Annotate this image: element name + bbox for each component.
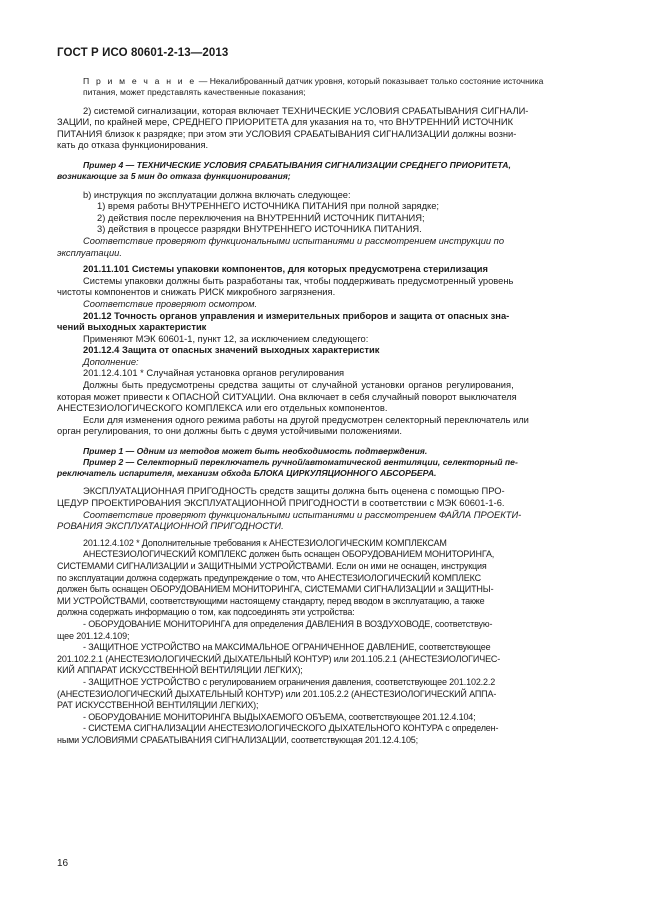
text-line: РОВАНИЯ ЭКСПЛУАТАЦИОННОЙ ПРИГОДНОСТИ.: [57, 521, 284, 532]
text-line: b) инструкция по эксплуатации должна включать следующее:: [83, 189, 351, 200]
text-line: которая может привести к ОПАСНОЙ СИТУАЦИИ. Она включает в себя случайный поворот выключателя: [57, 391, 517, 402]
text-line: 201.12.4.102 * Дополнительные требования к АНЕСТЕЗИОЛОГИЧЕСКИМ КОМПЛЕКСАМ: [83, 537, 447, 548]
compliance-text: [57, 510, 591, 522]
note-text-line: — Некалиброванный датчик уровня, который показывает только состояние источника: [196, 76, 544, 86]
list-item: 3) действия в процессе разрядки ВНУТРЕННЕГО ИСТОЧНИКА ПИТАНИЯ.: [97, 224, 422, 235]
item-2-paragraph-cont: [57, 117, 591, 152]
list-item: [57, 642, 591, 654]
text-line: - ЗАЩИТНОЕ УСТРОЙСТВО с регулированием ограничения давления, соответствующее 201.102.2.2: [83, 676, 496, 687]
list-item: [57, 723, 591, 735]
text-line: Системы упаковки должны быть разработаны так, чтобы поддерживать предусмотренный уровень: [83, 275, 514, 286]
section-heading-201-12-4: [57, 345, 591, 357]
example-2-cont: [57, 468, 591, 479]
text-line: 201.12 Точность органов управления и измерительных приборов и защита от опасных зна-: [83, 310, 510, 321]
text-line: ПИТАНИЯ близок к разрядке; при этом эти УСЛОВИЯ СРАБАТЫВАНИЯ СИГНАЛИЗАЦИИ должны возни-: [57, 128, 517, 139]
paragraph-cont: [57, 426, 591, 438]
list-item: 2) действия после переключения на ВНУТРЕННИЙ ИСТОЧНИК ПИТАНИЯ;: [97, 212, 425, 223]
text-line: Применяют МЭК 60601-1, пункт 12, за исключением следующего:: [83, 333, 369, 344]
text-line: реключатель испарителя, механизм обхода БЛОКА ЦИРКУЛЯЦИОННОГО АБСОРБЕРА.: [57, 467, 437, 478]
compliance-text: [57, 236, 591, 248]
paragraph-cont: [57, 498, 591, 510]
text-line: должен быть оснащен ОБОРУДОВАНИЕМ МОНИТОРИНГА, СИСТЕМАМИ СИГНАЛИЗАЦИИ и ЗАЩИТНЫ-: [57, 584, 494, 595]
text-line: возникающие за 5 мин до отказа функционирования;: [57, 170, 291, 181]
paragraph: [57, 549, 591, 561]
text-line: - ЗАЩИТНОЕ УСТРОЙСТВО на МАКСИМАЛЬНОЕ ОГРАНИЧЕННОЕ ДАВЛЕНИЕ, соответствующее: [83, 642, 491, 653]
list-item: [57, 677, 591, 689]
text-line: ЦЕДУР ПРОЕКТИРОВАНИЯ ЭКСПЛУАТАЦИОННОЙ ПРИГОДНОСТИ в соответствии с МЭК 60601-1-6.: [57, 498, 505, 509]
text-line: по эксплуатации должна содержать предупреждение о том, что АНЕСТЕЗИОЛОГИЧЕСКИЙ КОМПЛЕКС: [57, 572, 481, 583]
text-line: Соответствие проверяют функциональными испытаниями и рассмотрением инструкции по: [83, 235, 505, 246]
item-b-list: [57, 201, 591, 236]
text-line: чений выходных характеристик: [57, 322, 207, 333]
example-1: [57, 446, 591, 457]
paragraph: [57, 380, 591, 392]
subsection-heading: [57, 368, 591, 380]
example-4-cont: [57, 171, 591, 182]
paragraph: [57, 415, 591, 427]
addition-label: [57, 357, 591, 369]
text-line: должна содержать информацию о том, как подсоединять эти устройства:: [57, 607, 355, 618]
text-line: - ОБОРУДОВАНИЕ МОНИТОРИНГА для определения ДАВЛЕНИЯ В ВОЗДУХОВОДЕ, соответствую-: [83, 618, 493, 629]
text-line: щее 201.12.4.109;: [57, 630, 130, 641]
paragraph: [57, 334, 591, 346]
document-body: [57, 76, 591, 746]
section-heading-201-12-cont: [57, 322, 591, 334]
text-line: МИ УСТРОЙСТВАМИ, соответствующими настоящему стандарту, перед вводом в эксплуатацию, а также: [57, 595, 485, 606]
compliance-text: [57, 299, 591, 311]
example-2: [57, 457, 591, 468]
note-text-line: питания, может представлять качественные показания;: [83, 86, 306, 97]
list-item-cont: [57, 654, 591, 677]
text-line: АНЕСТЕЗИОЛОГИЧЕСКОГО КОМПЛЕКСА или его отдельных компонентов.: [57, 403, 388, 414]
text-line: 201.11.101 Системы упаковки компонентов, для которых предусмотрена стерилизация: [83, 264, 488, 275]
example-4: [57, 160, 591, 171]
page-number: 16: [57, 858, 69, 869]
section-201-12-4-102: [57, 538, 591, 747]
text-line: СИСТЕМАМИ СИГНАЛИЗАЦИИ и ЗАЩИТНЫМИ УСТРОЙСТВАМИ. Если он ими не оснащен, инструкция: [57, 560, 487, 571]
text-line: - СИСТЕМА СИГНАЛИЗАЦИИ АНЕСТЕЗИОЛОГИЧЕСКОГО ДЫХАТЕЛЬНОГО КОНТУРА с определен-: [83, 723, 499, 734]
item-2-paragraph: [57, 106, 591, 118]
note-paragraph: [57, 76, 591, 98]
text-line: орган регулирования, то они должны быть с двумя устойчивыми положениями.: [57, 426, 402, 437]
text-line: 201.12.4.101 * Случайная установка органов регулирования: [83, 368, 345, 379]
list-item: [57, 619, 591, 631]
text-line: Пример 4 — ТЕХНИЧЕСКИЕ УСЛОВИЯ СРАБАТЫВАНИЯ СИГНАЛИЗАЦИИ СРЕДНЕГО ПРИОРИТЕТА,: [83, 159, 511, 170]
list-item: 1) время работы ВНУТРЕННЕГО ИСТОЧНИКА ПИТАНИЯ при полной зарядке;: [97, 201, 440, 212]
text-line: КИЙ АППАРАТ ИСКУССТВЕННОЙ ВЕНТИЛЯЦИИ ЛЕГКИХ);: [57, 665, 303, 676]
list-item: [57, 712, 591, 724]
text-line: ЗАЦИИ, по крайней мере, СРЕДНЕГО ПРИОРИТЕТА для указания на то, что ВНУТРЕННИЙ ИСТОЧНИК: [57, 117, 514, 128]
paragraph-cont: [57, 392, 591, 415]
text-line: 2) системой сигнализации, которая включает ТЕХНИЧЕСКИЕ УСЛОВИЯ СРАБАТЫВАНИЯ СИГНАЛИ-: [83, 105, 529, 116]
list-item-cont: [57, 735, 591, 747]
text-line: Дополнение:: [83, 356, 139, 367]
section-heading-201-12: [57, 311, 591, 323]
note-prefix: П р и м е ч а н и е: [83, 76, 197, 86]
text-line: ЭКСПЛУАТАЦИОННАЯ ПРИГОДНОСТЬ средств защиты должна быть оценена с помощью ПРО-: [83, 486, 505, 497]
text-line: ными УСЛОВИЯМИ СРАБАТЫВАНИЯ СИГНАЛИЗАЦИИ, соответствующая 201.12.4.105;: [57, 734, 419, 745]
list-item-cont: [57, 631, 591, 643]
document-header: ГОСТ Р ИСО 80601-2-13—2013: [57, 47, 229, 59]
text-line: Соответствие проверяют функциональными испытаниями и рассмотрением ФАЙЛА ПРОЕКТИ-: [83, 509, 522, 520]
paragraph: [57, 276, 591, 288]
text-line: Пример 2 — Селекторный переключатель ручной/автоматической вентиляции, селекторный пе-: [83, 456, 518, 467]
text-line: (АНЕСТЕЗИОЛОГИЧЕСКИЙ ДЫХАТЕЛЬНЫЙ КОНТУР) или 201.105.2.2 (АНЕСТЕЗИОЛОГИЧЕСКИЙ АППА-: [57, 688, 497, 699]
item-b-intro: [57, 190, 591, 202]
text-line: Должны быть предусмотрены средства защиты от случайной установки органов регулирования,: [83, 380, 514, 391]
paragraph: [57, 538, 591, 550]
text-line: Пример 1 — Одним из методов может быть необходимость подтверждения.: [83, 446, 428, 457]
compliance-text-cont: [57, 521, 591, 533]
text-line: Соответствие проверяют осмотром.: [83, 298, 258, 309]
text-line: 201.12.4 Защита от опасных значений выходных характеристик: [83, 345, 380, 356]
list-item-cont: [57, 689, 591, 712]
text-line: АНЕСТЕЗИОЛОГИЧЕСКИЙ КОМПЛЕКС должен быть оснащен ОБОРУДОВАНИЕМ МОНИТОРИНГА,: [83, 549, 495, 560]
paragraph-cont: [57, 287, 591, 299]
section-heading-201-11-101: [57, 264, 591, 276]
paragraph-cont: [57, 561, 591, 619]
compliance-text-cont: [57, 248, 591, 260]
text-line: чистоты компонентов и снижать РИСК микробного загрязнения.: [57, 287, 336, 298]
text-line: РАТ ИСКУССТВЕННОЙ ВЕНТИЛЯЦИИ ЛЕГКИХ);: [57, 700, 259, 711]
text-line: Если для изменения одного режима работы на другой предусмотрен селекторный переключатель или: [83, 414, 529, 425]
paragraph: [57, 486, 591, 498]
text-line: 201.102.2.1 (АНЕСТЕЗИОЛОГИЧЕСКИЙ ДЫХАТЕЛЬНЫЙ КОНТУР) или 201.105.2.1 (АНЕСТЕЗИОЛОГИЧЕС-: [57, 653, 501, 664]
text-line: кать до отказа функционирования.: [57, 140, 209, 151]
text-line: - ОБОРУДОВАНИЕ МОНИТОРИНГА ВЫДЫХАЕМОГО ОБЪЕМА, соответствующее 201.12.4.104;: [83, 711, 476, 722]
text-line: эксплуатации.: [57, 247, 122, 258]
